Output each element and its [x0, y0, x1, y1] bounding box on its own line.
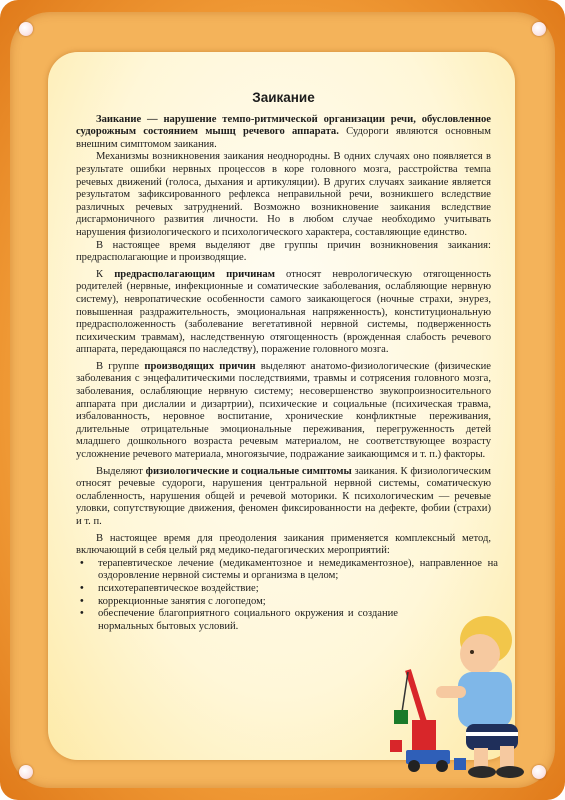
- crane-cabin: [412, 720, 436, 750]
- paragraph-mechanisms: Механизмы возникновения заикания неоднородны. В одних случаях оно появляется в результате ошибки нервных процессов в коре головного мозга, расстройства темпа речевых движений (голоса, дыхания и артикуляции). В других случаях заикание является результатом зафиксированного рефлекса неправильной речи, возникшего вследствие различных речевых затруднений. Возможно возникновение заикания вследствие дисгармоничного развития личности. Но в любом случае необходимо учитывать нарушения физиологического и психологического характера, составляющие единство.: [76, 151, 491, 238]
- boy-shoe: [468, 766, 496, 778]
- boy-shorts-stripe: [466, 732, 518, 736]
- paragraph-definition: [76, 114, 491, 152]
- producing-pre: В группе: [96, 360, 145, 372]
- crane-cable: [402, 672, 408, 712]
- corner-dot-top-right: [532, 22, 546, 36]
- boy-face: [460, 634, 500, 674]
- toy-block: [390, 740, 402, 752]
- boy-arm: [436, 686, 466, 698]
- symptoms-pre: Выделяют: [96, 465, 146, 477]
- producing-rest: выделяют анатомо-физиологические (физические заболевания с энцефалитическими последствиями, травмы и сотрясения головного мозга, заболевания, ослабляющие нервную систему; несовершенство звукопроизносительного аппарата при дислалии и дизартрии), психические и социальные (психическая травма, избалованность, неровное воспитание, хронические конфликтные переживания, длительные отрицательные эмоциональные переживания, перегруженность детей младшего дошкольного возраста речевым материалом, не соответствующее возрасту усложнение речевого материала, многоязычие, подражание заикающимся и т. п.) факторы.: [76, 360, 491, 461]
- paragraph-producing: [76, 361, 491, 462]
- boy-shoe: [496, 766, 524, 778]
- definition-bold: Заикание — нарушение темпо-ритмической организации речи, обусловленное судорожным состоянием мышц речевого аппарата.: [76, 113, 491, 138]
- predisposing-pre: К: [96, 268, 115, 280]
- list-item: • обеспечение благоприятного социального окружения и создание нормальных бытовых условий.: [92, 608, 398, 633]
- toy-block: [454, 758, 466, 770]
- predisposing-rest: относят неврологическую отягощенность родителей (нервные, инфекционные и соматические заболевания, ослабляющие нервную систему), невропатические особенности самого заикающегося (ночные страхи, энурез, повышенная раздражительность, эмоциональная напряженность), конституциональную предрасположенность (заболевание вегетативной нервной системы, подверженность психическим травмам), наследственную отягощенность (врожденная слабость речевого аппарата, передающаяся по наследству), поражение головного мозга.: [76, 268, 491, 356]
- paragraph-method: В настоящее время для преодоления заикания применяется комплексный метод, включающий в себя целый ряд медико-педагогических мероприятий:: [76, 532, 491, 557]
- crane-arm: [408, 670, 424, 722]
- corner-dot-top-left: [19, 22, 33, 36]
- toy-block: [394, 710, 408, 724]
- paragraph-groups: В настоящее время выделяют две группы причин возникновения заикания: предрасполагающие и производящие.: [76, 239, 491, 264]
- paragraph-symptoms: [76, 466, 491, 529]
- symptoms-rest: заикания. К физиологическим относят речевые судороги, нарушения центральной нервной системы, соматическую ослабленность, нарушения общей и речевой моторики. К психологическим — речевые уловки, сопутствующие движения, феномен фиксированности на дефекте, фобии (страхи) и т. п.: [76, 465, 491, 527]
- page-title: Заикание: [252, 90, 315, 105]
- boy-leg: [500, 746, 514, 768]
- document-body: [76, 90, 498, 633]
- boy-illustration: [388, 600, 548, 780]
- boy-eye: [470, 650, 474, 654]
- boy-leg: [474, 748, 488, 768]
- list-item: • психотерапевтическое воздействие;: [92, 583, 491, 596]
- list-item: • терапевтическое лечение (медикаментозное и немедикаментозное), направленное на оздоровление нервной системы и организма в целом;: [92, 558, 498, 583]
- definition-rest: Судороги являются основным внешним симптомом заикания.: [76, 126, 491, 150]
- crane-wheel: [408, 760, 420, 772]
- paragraph-predisposing: [76, 269, 491, 357]
- symptoms-bold: физиологические и социальные симптомы: [145, 465, 352, 477]
- corner-dot-bottom-left: [19, 765, 33, 779]
- crane-wheel: [436, 760, 448, 772]
- predisposing-bold: предрасполагающим причинам: [114, 268, 275, 280]
- list-item: • коррекционные занятия с логопедом;: [92, 596, 491, 609]
- producing-bold: производящих причин: [144, 360, 256, 372]
- boy-shirt: [458, 672, 512, 728]
